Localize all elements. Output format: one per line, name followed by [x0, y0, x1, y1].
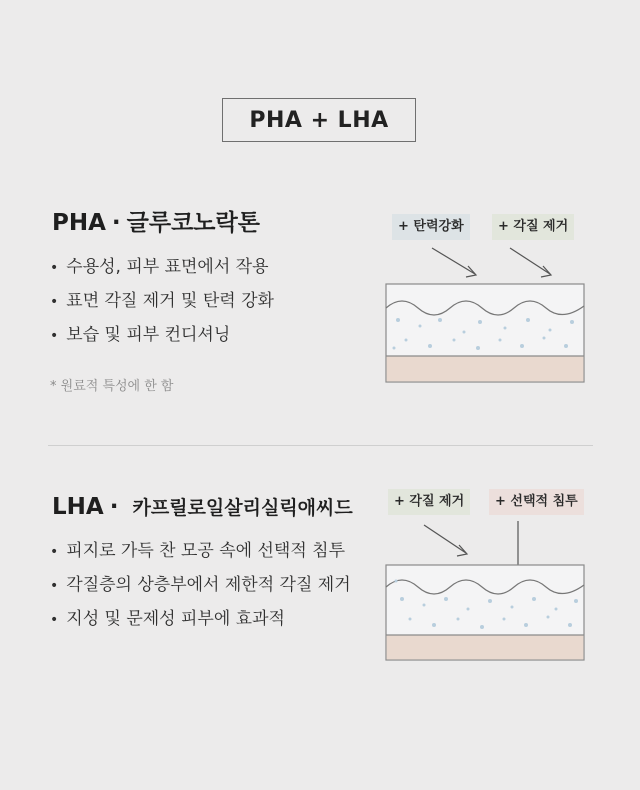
pha-heading: [52, 204, 260, 237]
pha-korean-name: 글루코노락톤: [126, 210, 260, 236]
title-badge: [222, 98, 416, 142]
list-item: • 표면 각질 제거 및 탄력 강화: [50, 284, 274, 318]
lha-heading: [52, 493, 353, 520]
tag-selective-penetration: + 선택적 침투: [489, 489, 584, 515]
list-item: • 지성 및 문제성 피부에 효과적: [50, 602, 351, 636]
lha-bullet-list: [50, 534, 351, 636]
list-item: • 수용성, 피부 표면에서 작용: [50, 250, 274, 284]
pha-bullet-list: [50, 250, 274, 352]
list-item: • 피지로 가득 찬 모공 속에 선택적 침투: [50, 534, 351, 568]
pha-name: PHA: [52, 210, 106, 236]
tag-exfoliation: + 각질 제거: [492, 214, 574, 240]
lha-skin-diagram: [380, 515, 592, 665]
tag-elasticity: + 탄력강화: [392, 214, 470, 240]
page-title: PHA + LHA: [249, 107, 389, 133]
lha-name: LHA: [52, 494, 104, 520]
section-divider: [48, 445, 593, 446]
lha-korean-name: 카프릴로일살리실릭애씨드: [132, 497, 353, 519]
list-item: • 각질층의 상층부에서 제한적 각질 제거: [50, 568, 351, 602]
pha-separator: ·: [111, 210, 121, 236]
footnote: * 원료적 특성에 한 함: [50, 379, 174, 394]
lha-separator: ·: [109, 494, 119, 520]
pha-skin-diagram: [380, 240, 592, 385]
list-item: • 보습 및 피부 컨디셔닝: [50, 318, 274, 352]
tag-exfoliation: + 각질 제거: [388, 489, 470, 515]
arrow-icon: [432, 248, 551, 277]
